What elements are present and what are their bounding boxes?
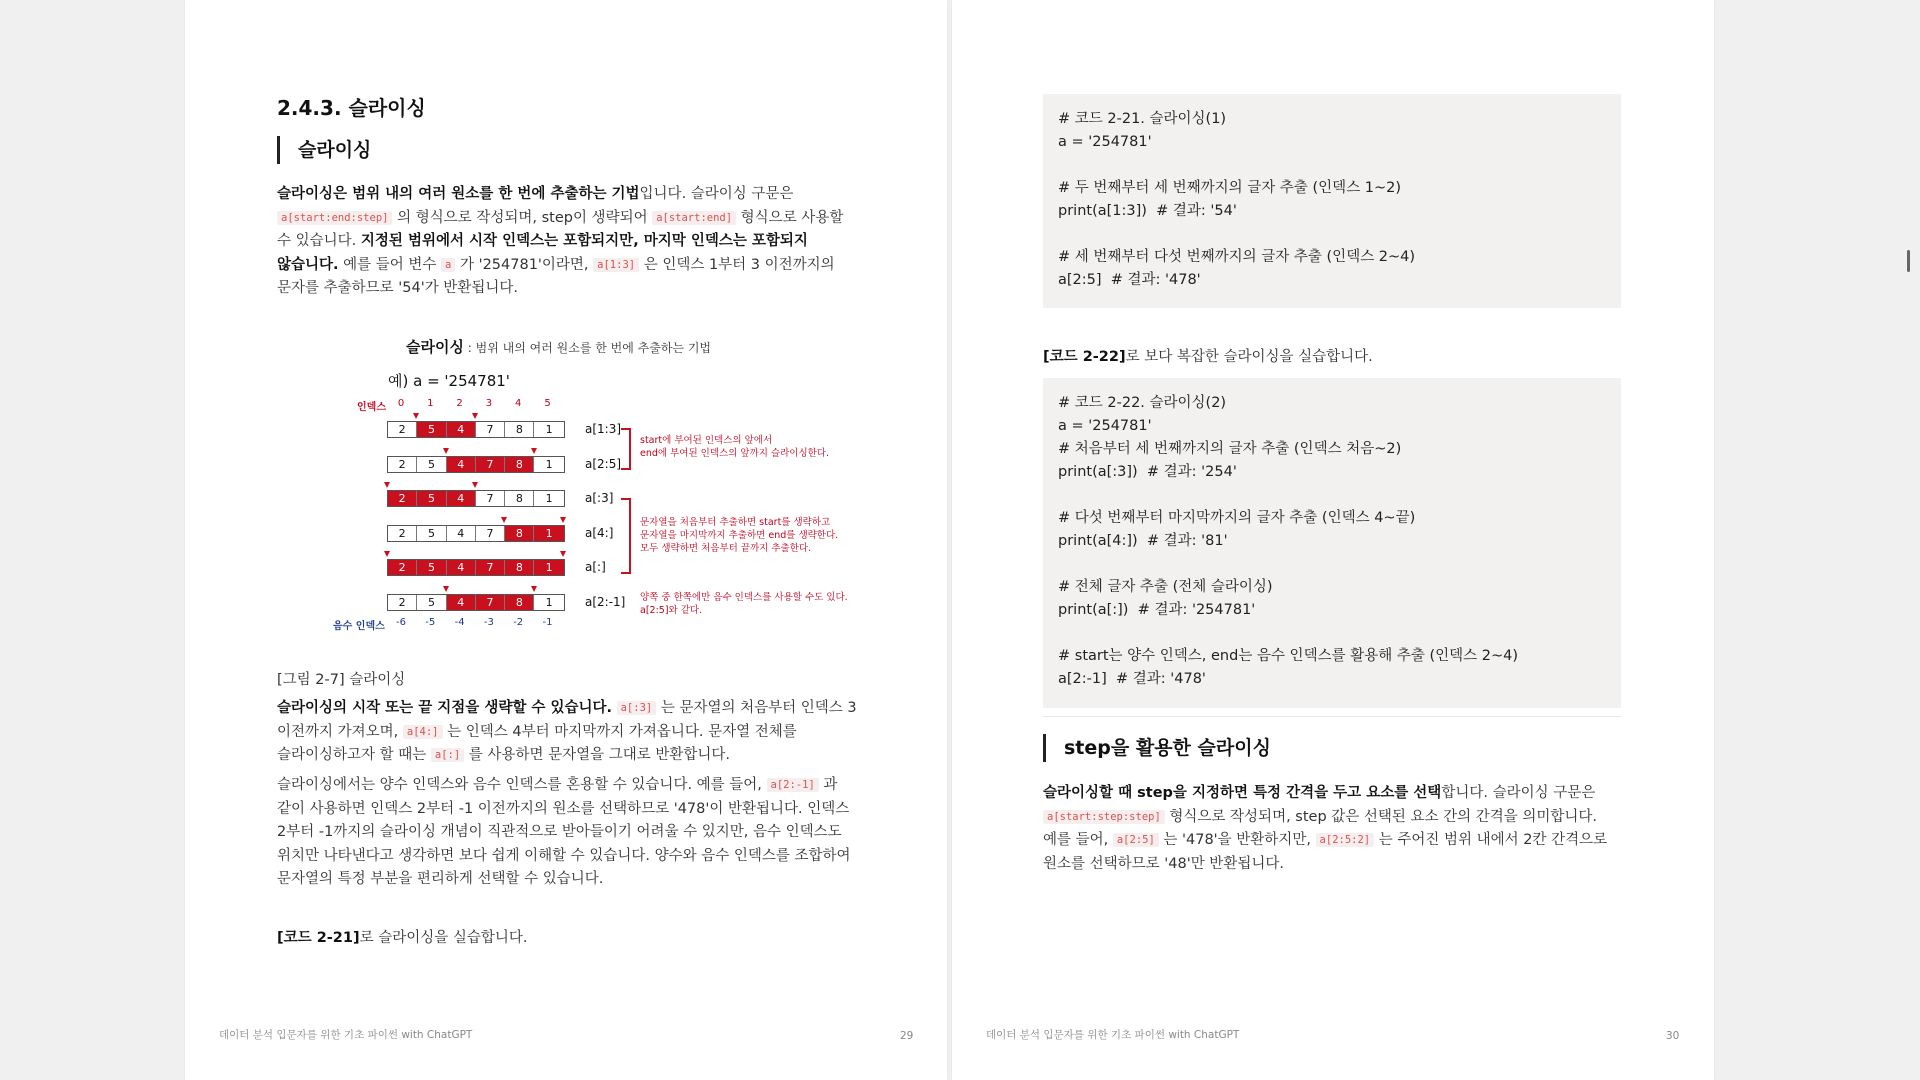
- char-cell: 7: [476, 560, 505, 575]
- char-cell: 7: [476, 526, 505, 541]
- code-block-2-22: [1043, 378, 1621, 708]
- char-cell: 7: [476, 457, 505, 472]
- figure-title: [406, 336, 711, 357]
- negative-index-number: -4: [454, 617, 465, 628]
- code-line: # 세 번째부터 다섯 번째까지의 글자 추출 (인덱스 2~4): [1058, 249, 1416, 265]
- slice-row: [387, 559, 565, 576]
- code-line: # 전체 글자 추출 (전체 슬라이싱): [1058, 579, 1273, 595]
- char-cell: 1: [534, 526, 563, 541]
- code-line: [1058, 223, 1606, 246]
- slice-label: a[:3]: [585, 491, 614, 505]
- paragraph-step: [1043, 782, 1625, 876]
- note-line: 양쪽 중 한쪽에만 음수 인덱스를 사용할 수도 있다.: [640, 592, 848, 603]
- slice-row: [387, 490, 565, 507]
- inline-code: a[start:step:step]: [1043, 810, 1165, 824]
- negative-index-label: 음수 인덱스: [333, 621, 385, 632]
- code-line: a[2:5] # 결과: '478': [1058, 272, 1201, 288]
- figure-example: 예) a = '254781': [388, 372, 510, 390]
- code-line: # 코드 2-22. 슬라이싱(2): [1058, 395, 1227, 411]
- code-line: print(a[1:3]) # 결과: '54': [1058, 203, 1237, 219]
- char-cell: 7: [476, 491, 505, 506]
- char-cell: 2: [388, 526, 417, 541]
- code-line: [1058, 622, 1606, 645]
- char-cell: 4: [447, 422, 476, 437]
- negative-index-number: -1: [542, 617, 553, 628]
- text: 는 문자열의 처음부터 인덱스 3 이전까지 가져오며,: [277, 700, 857, 740]
- text: 은 인덱스 1부터 3 이전까지의 문자를 추출하므로 '54'가 반환됩니다.: [277, 256, 835, 296]
- page-number: 29: [900, 1030, 914, 1042]
- char-cell: 8: [505, 526, 534, 541]
- char-cell: 2: [388, 491, 417, 506]
- slice-label: a[1:3]: [585, 422, 622, 436]
- char-cell: 2: [388, 422, 417, 437]
- slice-label: a[:]: [585, 560, 606, 574]
- code-reference: [코드 2-22]: [1043, 349, 1126, 365]
- index-number: 3: [485, 398, 493, 409]
- char-cell: 8: [505, 457, 534, 472]
- char-cell: 7: [476, 422, 505, 437]
- text: 를 사용하면 문자열을 그대로 반환합니다.: [464, 747, 730, 763]
- inline-code: a[start:end]: [652, 211, 736, 225]
- text: 예를 들어 변수: [338, 256, 442, 273]
- slice-row: [387, 456, 565, 473]
- note-line: 문자열을 처음부터 추출하면 start를 생략하고: [640, 517, 831, 528]
- char-cell: 1: [534, 595, 563, 610]
- paragraph-omit: [277, 697, 859, 768]
- index-number: 0: [397, 398, 405, 409]
- note-line: start에 부여된 인덱스의 앞에서: [640, 435, 773, 446]
- index-label: 인덱스: [357, 402, 386, 413]
- text: 의 형식으로 작성되며, step이 생략되어: [392, 209, 653, 226]
- text: 는 주어진 범위 내에서 2칸 간격으로 원소를 선택하므로 '48'만 반환됩니다.: [1043, 832, 1608, 872]
- inline-code: a[:]: [431, 748, 464, 762]
- char-cell: 5: [417, 560, 446, 575]
- end-arrow-icon: [560, 551, 566, 557]
- slice-label: a[2:5]: [585, 456, 622, 471]
- code-block-2-21: [1043, 94, 1621, 308]
- inline-code: a[1:3]: [593, 258, 639, 272]
- paragraph-practice: [277, 927, 859, 951]
- note-line: end에 부여된 인덱스의 앞까지 슬라이싱한다.: [640, 448, 830, 459]
- char-cell: 4: [447, 560, 476, 575]
- start-arrow-icon: [501, 517, 507, 523]
- text: 로 보다 복잡한 슬라이싱을 실습합니다.: [1125, 349, 1373, 365]
- slicing-figure: [185, 0, 947, 1080]
- negative-index-number: -6: [396, 617, 406, 628]
- text: 슬라이싱에서는 양수 인덱스와 음수 인덱스를 혼용할 수 있습니다. 예를 들어,: [277, 777, 767, 793]
- note-line: 문자열을 마지막까지 추출하면 end를 생략한다.: [640, 530, 839, 541]
- char-cell: 1: [534, 560, 563, 575]
- inline-code: a: [441, 258, 455, 272]
- char-cell: 8: [505, 422, 534, 437]
- end-arrow-icon: [472, 482, 478, 488]
- text: 입니다. 슬라이싱 구문은: [639, 186, 794, 202]
- paragraph-mixed-index: [277, 774, 859, 892]
- char-cell: 5: [417, 595, 446, 610]
- note-line: 모두 생략하면 처음부터 끝까지 추출한다.: [640, 543, 812, 554]
- paragraph-intro-2-22: [1043, 346, 1623, 370]
- index-number: 4: [515, 398, 522, 409]
- start-arrow-icon: [384, 482, 390, 488]
- end-arrow-icon: [560, 517, 566, 523]
- section-title: 2.4.3. 슬라이싱: [277, 96, 426, 120]
- char-cell: 8: [505, 560, 534, 575]
- char-cell: 5: [417, 526, 446, 541]
- code-line: a[2:-1] # 결과: '478': [1058, 671, 1206, 687]
- index-number: 5: [544, 398, 551, 409]
- char-cell: 1: [534, 422, 563, 437]
- code-line: print(a[4:]) # 결과: '81': [1058, 533, 1228, 549]
- char-cell: 8: [505, 595, 534, 610]
- negative-index-number: -3: [483, 617, 494, 628]
- slice-label: a[4:]: [585, 525, 614, 540]
- start-arrow-icon: [413, 413, 419, 419]
- code-line: [1058, 553, 1606, 576]
- inline-code: a[2:5:2]: [1316, 833, 1375, 847]
- bold-text: 지정된 범위에서 시작 인덱스는 포함되지만, 마지막 인덱스는 포함되지 않습니다.: [277, 233, 808, 273]
- code-line: # 다섯 번째부터 마지막까지의 글자 추출 (인덱스 4~끝): [1058, 510, 1416, 526]
- index-number: 2: [456, 398, 463, 409]
- subheading-step: step을 활용한 슬라이싱: [1043, 734, 1271, 762]
- text: 합니다. 슬라이싱 구문은: [1441, 785, 1596, 801]
- char-cell: 5: [417, 422, 446, 437]
- footer-book-title: 데이터 분석 입문자를 위한 기초 파이썬 with ChatGPT: [986, 1029, 1240, 1041]
- char-cell: 4: [447, 457, 476, 472]
- negative-index-number: -2: [513, 617, 524, 628]
- text: 로 슬라이싱을 실습합니다.: [359, 930, 528, 946]
- figure-note-1: [640, 434, 829, 460]
- char-cell: 4: [447, 595, 476, 610]
- text: 과 같이 사용하면 인덱스 2부터 -1 이전까지의 원소를 선택하므로 '478'이 반환됩니다. 인덱스 2부터 -1까지의 슬라이싱 개념이 직관적으로 받아들이기 어려울 수 있지만, 음수 인덱스도 위치만 나타낸다고 생각하면 보다 쉽게 이해할 수 있습니다. 양수와 음수 인덱스를 조합하여 문자열의 특정 부분을 편리하게 선택할 수 있습니다.: [277, 777, 851, 887]
- text: 가 '254781'이라면,: [455, 256, 594, 273]
- end-arrow-icon: [531, 448, 537, 454]
- char-cell: 4: [447, 491, 476, 506]
- footer-book-title: 데이터 분석 입문자를 위한 기초 파이썬 with ChatGPT: [219, 1029, 473, 1041]
- right-page: [952, 0, 1714, 1080]
- char-cell: 1: [534, 491, 563, 506]
- slice-label: a[2:-1]: [585, 594, 626, 609]
- start-arrow-icon: [384, 551, 390, 557]
- bold-text: 슬라이싱할 때 step을 지정하면 특정 간격을 두고 요소를 선택: [1043, 785, 1442, 801]
- end-arrow-icon: [472, 413, 478, 419]
- bold-text: 슬라이싱은 범위 내의 여러 원소를 한 번에 추출하는 기법: [277, 186, 640, 202]
- char-cell: 1: [534, 457, 563, 472]
- char-cell: 2: [388, 457, 417, 472]
- start-arrow-icon: [443, 448, 449, 454]
- code-line: # 두 번째부터 세 번째까지의 글자 추출 (인덱스 1~2): [1058, 180, 1402, 196]
- text: 형식으로 사용할 수 있습니다.: [277, 209, 844, 249]
- slice-row: [387, 594, 565, 611]
- page-number: 30: [1666, 1030, 1680, 1042]
- divider: [1043, 716, 1621, 717]
- code-line: # 코드 2-21. 슬라이싱(1): [1058, 111, 1227, 127]
- code-line: a = '254781': [1058, 418, 1152, 434]
- code-line: # 처음부터 세 번째까지의 글자 추출 (인덱스 처음~2): [1058, 441, 1402, 457]
- text: 는 인덱스 4부터 마지막까지 가져옵니다. 문자열 전체를 슬라이싱하고자 할 때는: [277, 723, 797, 763]
- char-cell: 5: [417, 457, 446, 472]
- bracket-2: [621, 498, 631, 574]
- code-line: a = '254781': [1058, 134, 1152, 150]
- inline-code: a[start:end:step]: [277, 211, 392, 225]
- note-line: a[2:5]와 같다.: [640, 605, 703, 616]
- code-reference: [코드 2-21]: [277, 930, 360, 946]
- char-cell: 8: [505, 491, 534, 506]
- figure-caption: [그림 2-7] 슬라이싱: [277, 672, 406, 688]
- negative-index-number: -5: [425, 617, 436, 628]
- text: 형식으로 작성되며, step 값은 선택된 요소 간의 간격을 의미합니다. 예를 들어,: [1043, 808, 1598, 848]
- char-cell: 4: [447, 526, 476, 541]
- figure-note-3: [640, 591, 848, 617]
- bold-text: 슬라이싱의 시작 또는 끝 지점을 생략할 수 있습니다.: [277, 700, 612, 716]
- slice-row: [387, 525, 565, 542]
- start-arrow-icon: [443, 586, 449, 592]
- code-line: [1058, 154, 1606, 177]
- code-line: # start는 양수 인덱스, end는 음수 인덱스를 활용해 추출 (인덱스 2~4): [1058, 648, 1518, 664]
- code-line: print(a[:]) # 결과: '254781': [1058, 602, 1256, 618]
- inline-code: a[2:-1]: [767, 778, 819, 792]
- code-line: print(a[:3]) # 결과: '254': [1058, 464, 1237, 480]
- char-cell: 5: [417, 491, 446, 506]
- figure-title-main: 슬라이싱: [406, 338, 464, 356]
- scrollbar-thumb[interactable]: [1907, 250, 1910, 272]
- figure-title-sub: : 범위 내의 여러 원소를 한 번에 추출하는 기법: [463, 341, 711, 355]
- slice-row: [387, 421, 565, 438]
- left-page: [185, 0, 947, 1080]
- inline-code: a[:3]: [617, 701, 657, 715]
- code-line: [1058, 484, 1606, 507]
- char-cell: 2: [388, 560, 417, 575]
- char-cell: 2: [388, 595, 417, 610]
- subheading-slicing: 슬라이싱: [277, 136, 371, 164]
- inline-code: a[4:]: [403, 725, 443, 739]
- index-number: 1: [427, 398, 434, 409]
- bracket-1: [621, 428, 631, 470]
- text: 는 '478'을 반환하지만,: [1158, 832, 1316, 848]
- figure-note-2: [640, 516, 838, 555]
- inline-code: a[2:5]: [1113, 833, 1159, 847]
- char-cell: 7: [476, 595, 505, 610]
- end-arrow-icon: [531, 586, 537, 592]
